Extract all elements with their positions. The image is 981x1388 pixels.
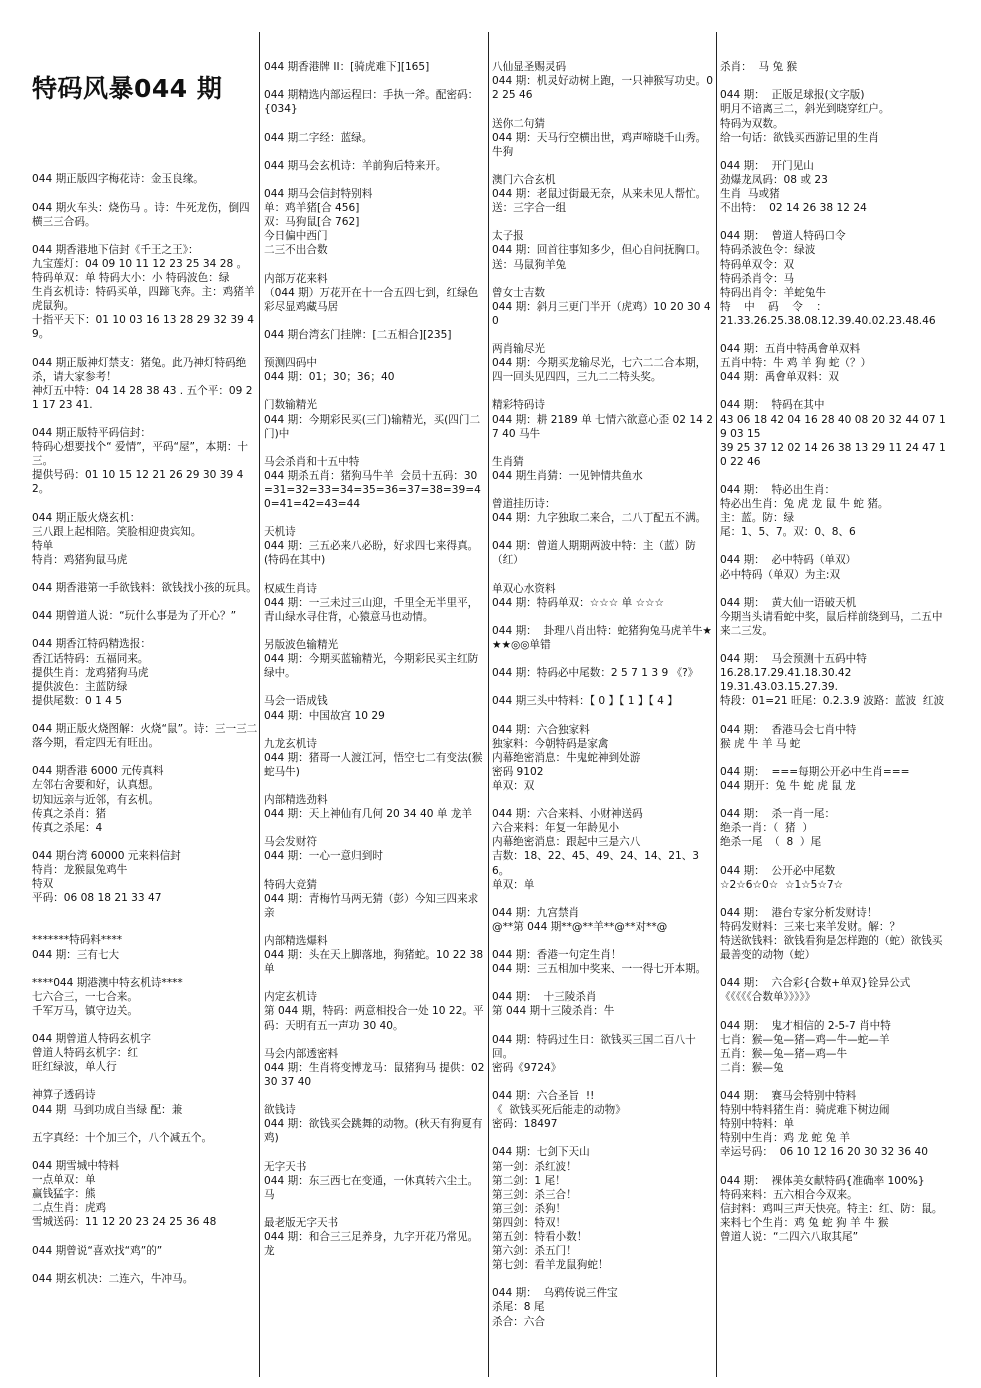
column-4-text: 杀肖： 马 兔 猴 044 期： 正版足球报(文字版) 明月不谙离三二，斜光到晓穿红户。 特码为双数。 给一句话：欲钱买西游记里的生肖 044 期： 开门见山 劲爆龙凤码：08 或 23 生肖 马或猪 不出特： 02 14 26 38 12 24 044 期： 曾道人特码口令 特码杀波色令：绿波 特码单双令：双 特码杀肖令：马 特码出肖令：羊蛇兔牛 特 中 码 令 ： 21.33.26.25.38.08.12.39.40.02.23.48.46 044 期：五肖中特禹會单双料 五肖中特：牛 鸡 羊 狗 蛇（？） 044 期：禹會单双料：双 044 期： 特码在其中 43 06 18 42 04 16 28 40 08 20 32 44 07 19 03 15 39 25 37 12 02 14 26 38 13 29 11 24 47 10 22 46 044 期： 特必出生肖： 特必出生肖：兔 虎 龙 鼠 牛 蛇 猪。 主：蓝。防：绿 尾：1、5、7。双：0、8、6 044 期： 必中特码（单双） 必中特码（单双）为主:双 044 期： 黄大仙一语破天机 今期当头请看蛇中奖，鼠后样前绕到马，二五中来二三发。 044 期： 马会预测十五码中特 16.28.17.29.41.18.30.42 19.31.43.03.15.27.39. 特段：01=21 旺尾：0.2.3.9 波路：蓝波 红波 044 期： 香港马会七肖中特 猴 虎 牛 羊 马 蛇 044 期： ===每期公开必中生肖=== 044 期开：兔 牛 蛇 虎 鼠 龙 044 期： 杀一肖一尾： 绝杀一肖：（ 猪 ） 绝杀一尾 （ 8 ）尾 044 期： 公开必中尾数 ☆2☆6☆0☆ ☆1☆5☆7☆ 044 期： 港台专家分析发财诗！ 特码发财料：三来七来羊发财。解：？ 特送欲钱料：欲钱看狗是怎样跑的（蛇）欲钱买最善变的动物（蛇） 044 期： 六合彩{合数+单双}铨异公式 《《《《《合数单》》》》》 044 期： 鬼才相信的 2-5-7 肖中特 七肖：猴—兔—猪—鸡—牛—蛇—羊 五肖：猴—兔—猪—鸡—牛 二肖：猴—兔 044 期： 赛马会特别中特料 特别中特料猪生肖：骑虎难下树边闹 特别中特料：单 特别中生肖：鸡 龙 蛇 兔 羊 幸运号码： 06 10 12 16 20 30 32 36 40 044 期： 裸体美女献特码{准确率 100%} 特码来料：五六相合今双来。 信封料：鸡叫三声天快亮。特主：红、防：鼠。 来料七个生肖：鸡 兔 蛇 狗 羊 牛 猴 曾道人说：“二四六八取其尾” — [720, 61, 946, 1243]
column-2 — [264, 32, 486, 1377]
column-3-text: 八仙显圣赐灵码 044 期：机灵好动树上跑，一只神猴写功史。02 25 46 送你二句猜 044 期：天马行空横出世，鸡声啼晓千山秀。牛狗 澳门六合玄机 044 期：老鼠过街最无奈，从来未见人帮忙。送：三字合一组 太子报 044 期：回首往事知多少，但心自问抚胸口。送：马鼠狗羊兔 曾女士吉数 044 期：斜月三更门半开（虎鸡）10 20 30 40 两肖输尽光 044 期：今期买龙输尽光，七六二二合本期，四一回头见四四，三九二二特头奖。 精彩特码诗 044 期：耕 2189 单 七情六欲意心歪 02 14 27 40 马牛 生肖猜 044 期生肖猜：一见钟情共鱼水 曾道挂历诗： 044 期：九字独取二来合，二八丁配五不满。 044 期：曾道人期期两波中特：主（蓝）防（红） 单双心水资料 044 期：特码单双：☆☆☆ 单 ☆☆☆ 044 期： 卦理八肖出特：蛇猪狗兔马虎羊牛★★★◎◎单错 044 期：特码必中尾数：2 5 7 1 3 9 《?》 044 期三头中特料：【 0 】【 1 】【 4 】 044 期：六合独家料 独家料：今朝特码是家禽 内幕绝密消息：牛鬼蛇神到处游 密码 9102 单双：双 044 期：六合来料、小财神送码 六合来料：年复一年龄见小 内幕绝密消息：跟起中三是六八 吉数：18、22、45、49、24、14、21、36。 单双：单 044 期：九宫禁肖 @**第 044 期**@**羊**@**对**@ 044 期：香港一句定生肖！ 044 期：三五相加中奖来、一一得七开本期。 044 期： 十三陵杀肖 第 044 期十三陵杀肖：牛 044 期：特码过生日：欲钱买三国二百八十回。 密码《9724》 044 期：六合圣旨 !! 《 欲钱买死后能走的动物》 密码：18497 044 期：七剑下天山 第一剑：杀红波！ 第二剑：1 尾！ 第三剑：杀三合！ 第三剑：杀狗！ 第四剑：特双！ 第五剑：特看小数！ 第六剑：杀五门！ 第七剑：看羊龙鼠狗蛇！ 044 期： 乌鸦传说三件宝 杀尾：8 尾 杀合：六合 — [492, 61, 714, 1328]
column-1-text: 044 期正版四字梅花诗：金玉良缘。 044 期火车头：烧伤马 。诗：牛死龙伤，倒四横三三合码。 044 期香港地下信封《千王之王》： 九宝莲灯：04 09 10 11 12 23 25 34 28 。 特码单双：单 特码大小：小 特码波色：绿 生肖玄机诗：特码买单，四蹄飞奔。主：鸡猪羊虎鼠狗。 十指平天下：01 10 03 16 13 28 29 32 39 49。 044 期正版神灯禁支：猪兔。此乃神灯特码绝杀，请大家参考！ 神灯五中特：04 14 28 38 43 . 五个平：09 21 17 23 41. 044 期正版特平码信封： 特码心想要找个“ 爱情”，平码“屋”，本期：十三。 提供号码：01 10 15 12 21 26 29 30 39 42。 044 期正版火烧玄机： 三八跟上起相陪。笑脸相迎贵宾知。 特单 特肖：鸡猪狗鼠马虎 044 期香港第一手欲钱料：欲钱找小孩的玩具。 044 期曾道人说：“玩什么事是为了开心？” 044 期香江特码精选报： 香江话特码：五福同来。 提供生肖：龙鸡猪狗马虎 提供波色：主蓝防绿 提供尾数：0 1 4 5 044 期正版火烧图解：火烧“鼠”。诗：三一三二落今期，看定四无有旺出。 044 期香港 6000 元传真料 左邻右舍要和好，认真想。 切知远亲与近邻，有玄机。 传真之杀肖：猪 传真之杀尾：4 044 期台湾 60000 元来料信封 特肖：龙猴鼠兔鸡牛 特双 平码：06 08 18 21 33 47 *******特码料**** 044 期：三有七大 ****044 期港澳中特玄机诗**** 七六合三，一七合来。 千军万马，镇守边关。 044 期曾道人特码玄机字 曾道人特码玄机字：红 旺红绿波，单人行 神算子透码诗 044 期 马到功成自当绿 配：兼 五字真经：十个加三个，八个减五个。 044 期雪城中特料 一点单双：单 赢钱猛字：熊 二点生肖：虎鸡 雪城送码：11 12 20 23 24 25 36 48 044 期曾说“喜欢找“鸡”的” 044 期玄机决：二连六，牛冲马。 — [32, 173, 258, 1285]
column-3 — [492, 32, 715, 1377]
column-4 — [720, 32, 948, 1377]
column-divider — [259, 32, 260, 1377]
column-2-text: 044 期香港牌 II：[骑虎难下][165] 044 期精选内部运程曰：手执一斧。配密码：{034} 044 期二字经：蓝绿。 044 期马会玄机诗：羊前狗后特来开。 044 期马会信封特别料 单：鸡羊猪[合 456] 双：马狗鼠[合 762] 今日偏中西门 二三不出合数 内部万花来料 （044 期）万花开在十一合五四七到，红绿色彩尽显鸡藏马居 044 期台湾玄门挂牌：[二五相合][235] 预测四码中 044 期：01；30；36；40 门数输精光 044 期：今期彩民买(三门)输精光，买(四门二门)中 马会杀肖和十五中特 044 期杀五肖：猪狗马牛羊 会员十五码：30=31=32=33=34=35=36=37=38=39=40=41=42=43=44 天机诗 044 期：三五必来八必盼，好求四七来得真。(特码在其中) 权威生肖诗 044 期：一三未过三山迎，千里全无半里平，青山绿水寻住背，心猿意马也动情。 另版波色输精光 044 期：今期买蓝输精光，今期彩民买主红防绿中。 马会一语成钱 044 期：中国故宫 10 29 九龙玄机诗 044 期：猪哥一人渡江河，悟空七二有变法(猴蛇马牛) 内部精选劲料 044 期：天上神仙有几何 20 34 40 单 龙羊 马会发财符 044 期：一心一意归到时 特码大竞猜 044 期：青梅竹马两无猜（彭）今知三四来求亲 内部精选爆料 044 期：头在天上脚落地，狗猪蛇。10 22 38 单 内定玄机诗 第 044 期，特码：两意相投合一处 10 22。平码：天明有五一声功 30 40。 马会内部透密料 044 期：生肖将变博龙马：鼠猪狗马 提供：02 30 37 40 欲钱诗 044 期：欲钱买会跳舞的动物。(秋天有狗夏有鸡) 无字天书 044 期：东三西七在变通，一休真转六尘土。马 最老版无字天书 044 期：和合三三足养身，九字开花乃常见。龙 — [264, 61, 485, 1258]
column-divider — [488, 32, 489, 1377]
page-title: 特码风暴044 期 — [32, 74, 223, 104]
column-1 — [32, 32, 258, 1377]
column-divider — [716, 32, 717, 1377]
